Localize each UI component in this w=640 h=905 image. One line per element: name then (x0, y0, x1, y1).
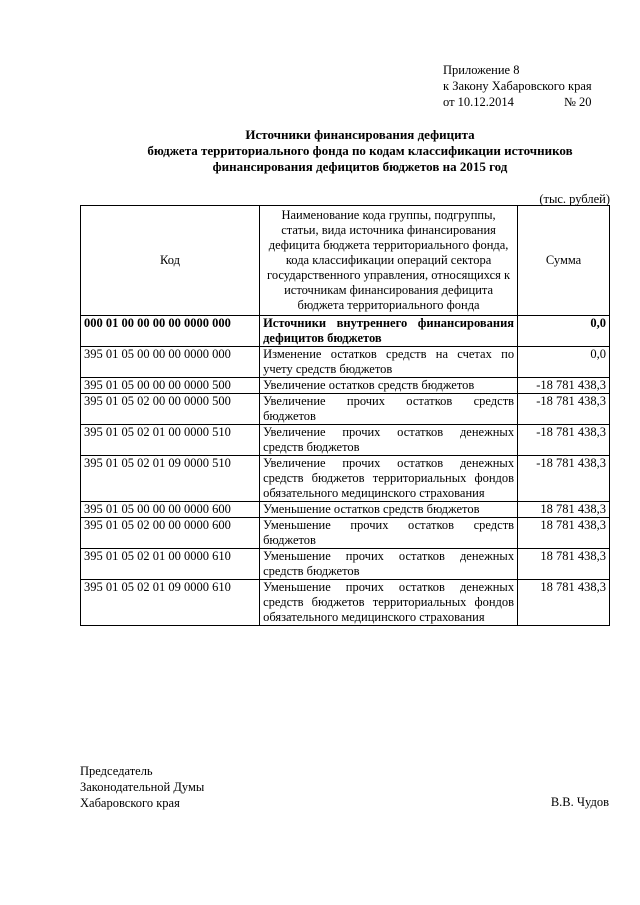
table-row (81, 394, 610, 425)
appendix-number: № 20 (564, 95, 592, 109)
signature-title-2: Законодательной Думы (80, 780, 205, 794)
row-code: 395 01 05 02 01 00 0000 510 (81, 425, 260, 456)
row-name: Уменьшение прочих остатков денежных средств бюджетов территориальных фондов обязательного медицинского страхования (260, 580, 518, 626)
row-code: 395 01 05 02 01 00 0000 610 (81, 549, 260, 580)
table-row (81, 456, 610, 502)
row-name: Увеличение прочих остатков средств бюджетов (260, 394, 518, 425)
signer-name: В.В. Чудов (550, 795, 609, 809)
row-sum: -18 781 438,3 (518, 394, 610, 425)
row-code: 395 01 05 00 00 00 0000 600 (81, 502, 260, 518)
table-row (81, 549, 610, 580)
title-line-3: финансирования дефицитов бюджетов на 2015 год (212, 159, 508, 174)
signature-title-3: Хабаровского края (80, 796, 180, 810)
row-sum: 18 781 438,3 (518, 580, 610, 626)
row-code: 395 01 05 02 01 09 0000 610 (81, 580, 260, 626)
row-name: Уменьшение остатков средств бюджетов (260, 502, 518, 518)
sources-table (80, 205, 610, 626)
table-row (81, 518, 610, 549)
header-name-text: Наименование кода группы, подгруппы, статьи, вида источника финансирования дефицита бюджета территориального фонда, кода классификации операций сектора государственного управления, относящихся к источникам финансирования дефицита бюджета территориального фонда (267, 208, 511, 312)
document-title (100, 127, 620, 175)
appendix-date-row (443, 94, 592, 110)
row-name: Источники внутреннего финансирования дефицитов бюджетов (260, 316, 518, 347)
row-name: Увеличение прочих остатков денежных средств бюджетов территориальных фондов обязательного медицинского страхования (260, 456, 518, 502)
table-row (81, 316, 610, 347)
row-name: Уменьшение прочих остатков средств бюджетов (260, 518, 518, 549)
appendix-block (443, 62, 592, 110)
row-name: Изменение остатков средств на счетах по учету средств бюджетов (260, 347, 518, 378)
title-line-2: бюджета территориального фонда по кодам классификации источников (147, 143, 573, 158)
units-label: (тыс. рублей) (539, 192, 610, 206)
row-sum: 0,0 (518, 316, 610, 347)
table-row (81, 502, 610, 518)
table-row (81, 580, 610, 626)
row-name: Увеличение прочих остатков денежных средств бюджетов (260, 425, 518, 456)
header-name (260, 206, 518, 316)
row-sum: -18 781 438,3 (518, 378, 610, 394)
table-body (81, 316, 610, 626)
row-code: 395 01 05 00 00 00 0000 000 (81, 347, 260, 378)
appendix-date: от 10.12.2014 (443, 95, 514, 109)
row-name: Увеличение остатков средств бюджетов (260, 378, 518, 394)
header-sum: Сумма (518, 206, 610, 316)
row-code: 395 01 05 02 00 00 0000 500 (81, 394, 260, 425)
row-sum: -18 781 438,3 (518, 456, 610, 502)
row-code: 000 01 00 00 00 00 0000 000 (81, 316, 260, 347)
table-row (81, 378, 610, 394)
table-row (81, 347, 610, 378)
row-sum: -18 781 438,3 (518, 425, 610, 456)
row-sum: 18 781 438,3 (518, 549, 610, 580)
title-line-1: Источники финансирования дефицита (245, 127, 475, 142)
row-code: 395 01 05 02 01 09 0000 510 (81, 456, 260, 502)
row-name: Уменьшение прочих остатков денежных средств бюджетов (260, 549, 518, 580)
row-code: 395 01 05 00 00 00 0000 500 (81, 378, 260, 394)
row-sum: 18 781 438,3 (518, 518, 610, 549)
table-row (81, 425, 610, 456)
signature-title-1: Председатель (80, 764, 153, 778)
header-code: Код (81, 206, 260, 316)
signature-block (80, 763, 204, 811)
appendix-label: Приложение 8 (443, 63, 520, 77)
row-sum: 0,0 (518, 347, 610, 378)
table-header-row (81, 206, 610, 316)
row-sum: 18 781 438,3 (518, 502, 610, 518)
row-code: 395 01 05 02 00 00 0000 600 (81, 518, 260, 549)
appendix-law: к Закону Хабаровского края (443, 79, 592, 93)
